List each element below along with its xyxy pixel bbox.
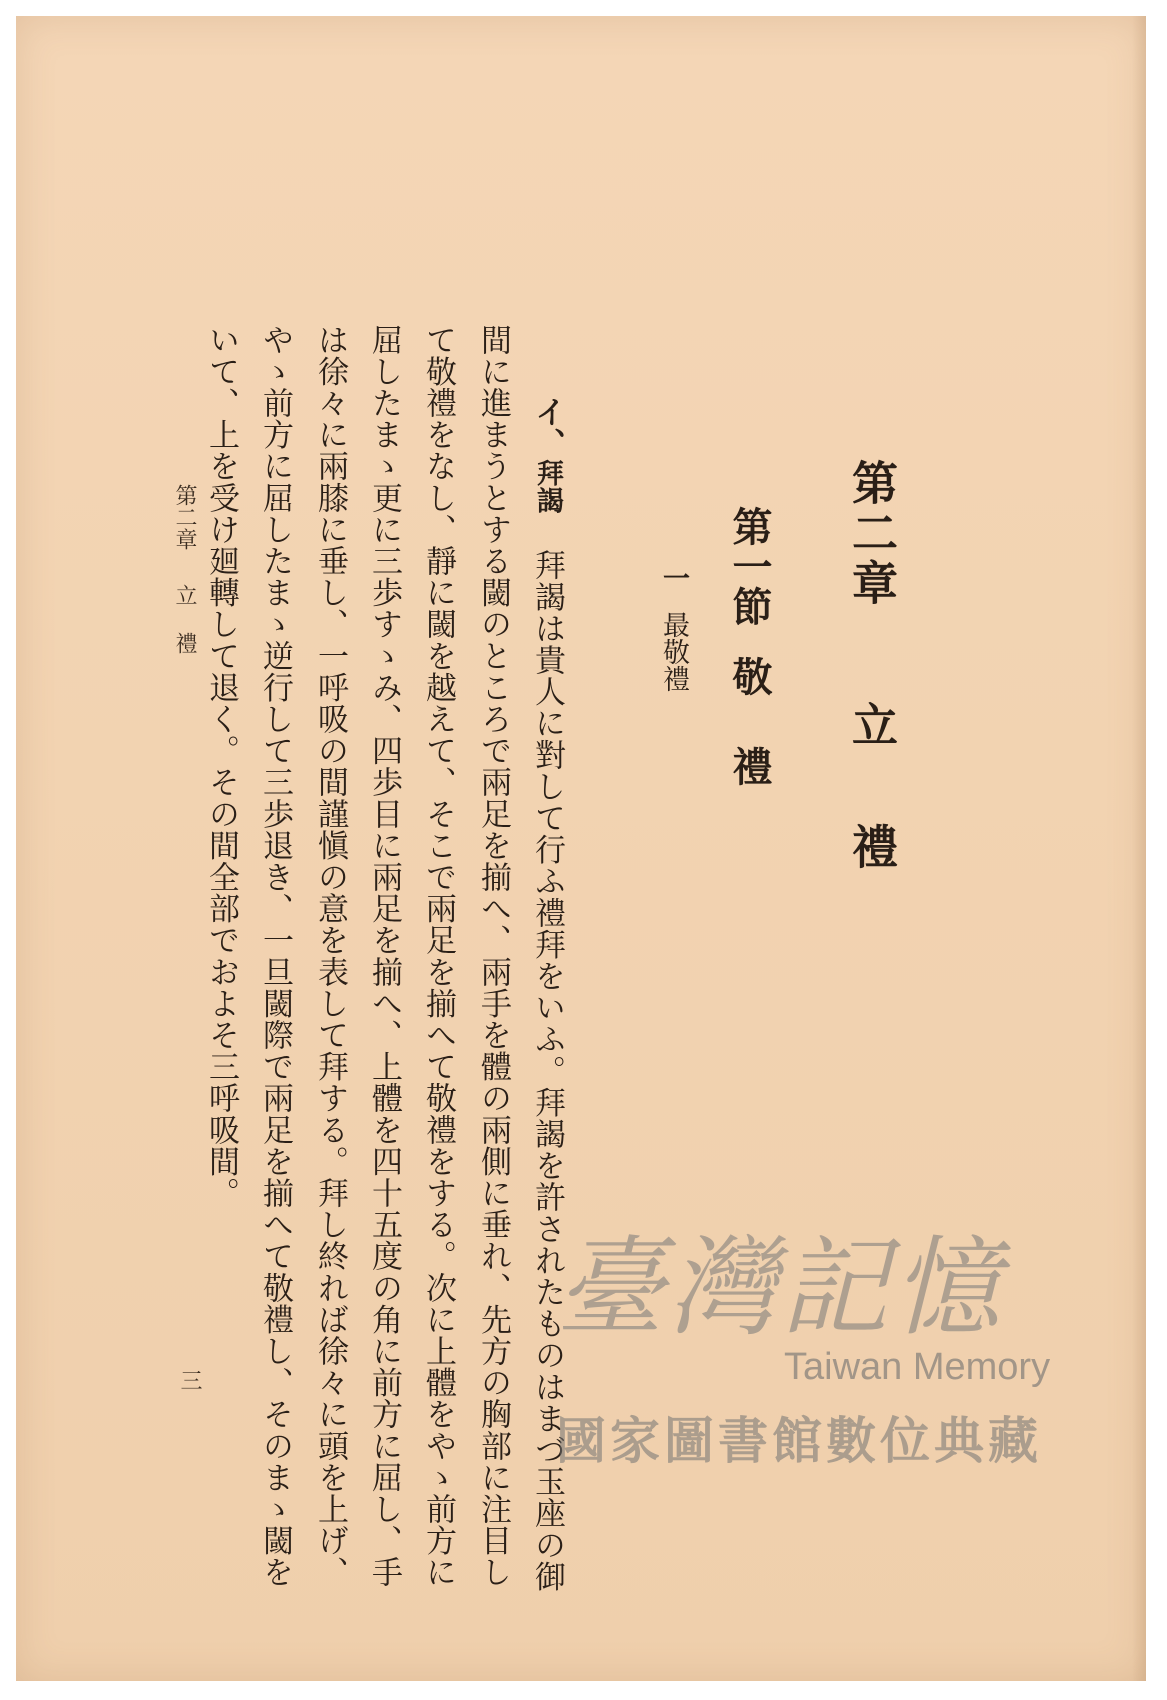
body-text-line: は徐々に兩膝に垂し、一呼吸の間謹愼の意を表して拜する。拜し終れば徐々に頭を上げ、 [312,324,348,1588]
body-line-3 [420,324,456,1588]
watermark-institution: 國家圖書館數位典藏 [556,1412,1042,1470]
item-number: イ、 [529,396,565,460]
body-text-line: いて、上を受け廻轉して退く。その間全部でおよそ三呼吸間。 [203,324,239,1209]
body-text-line: 間に進まうとする閾のところで兩足を揃へ、兩手を體の兩側に垂れ、先方の胸部に注目し [475,324,511,1588]
section-number: 第一節 [726,506,773,626]
body-line-2 [475,324,511,1588]
chapter-heading [839,459,905,873]
body-line-6 [257,324,293,1588]
watermark-english: Taiwan Memory [784,1346,1051,1388]
section-heading [721,506,778,786]
body-line-7 [203,324,239,1209]
watermark-logo-text: 臺灣記憶 [556,1226,1005,1351]
footer-title: 立禮 [172,584,197,654]
subsection-title: 最敬禮 [658,611,689,692]
footer-chapter: 第二章 [172,484,197,550]
body-text-line: 屈したまゝ更に三歩すゝみ、四歩目に兩足を揃へ、上體を四十五度の角に前方に屈し、手 [366,324,402,1588]
subsection-heading [654,564,693,692]
watermark [556,1201,1096,1491]
body-text-line: やゝ前方に屈したまゝ逆行して三歩退き、一旦閾際で兩足を揃へて敬禮し、そのまゝ閾を [257,324,293,1588]
page-number: 三 [177,1369,202,1391]
page-edge-shadow [1132,16,1146,1681]
body-text-line: て敬禮をなし、靜に閾を越えて、そこで兩足を揃へて敬禮をする。次に上體をやゝ前方に [420,324,456,1588]
book-page [16,16,1146,1681]
body-line-4 [366,324,402,1588]
subsection-mark: 一 [658,564,689,591]
body-line-5 [312,324,348,1588]
chapter-number: 第二章 [845,459,899,609]
running-footer [169,484,200,654]
chapter-title: 立禮 [845,701,899,873]
body-line-1 [529,396,565,1593]
item-label: 拜謁 [532,459,563,515]
section-title: 敬禮 [726,656,773,786]
body-text-line: 拜謁は貴人に對して行ふ禮拜をいふ。拜謁を許されたものはまづ玉座の御 [529,549,565,1593]
